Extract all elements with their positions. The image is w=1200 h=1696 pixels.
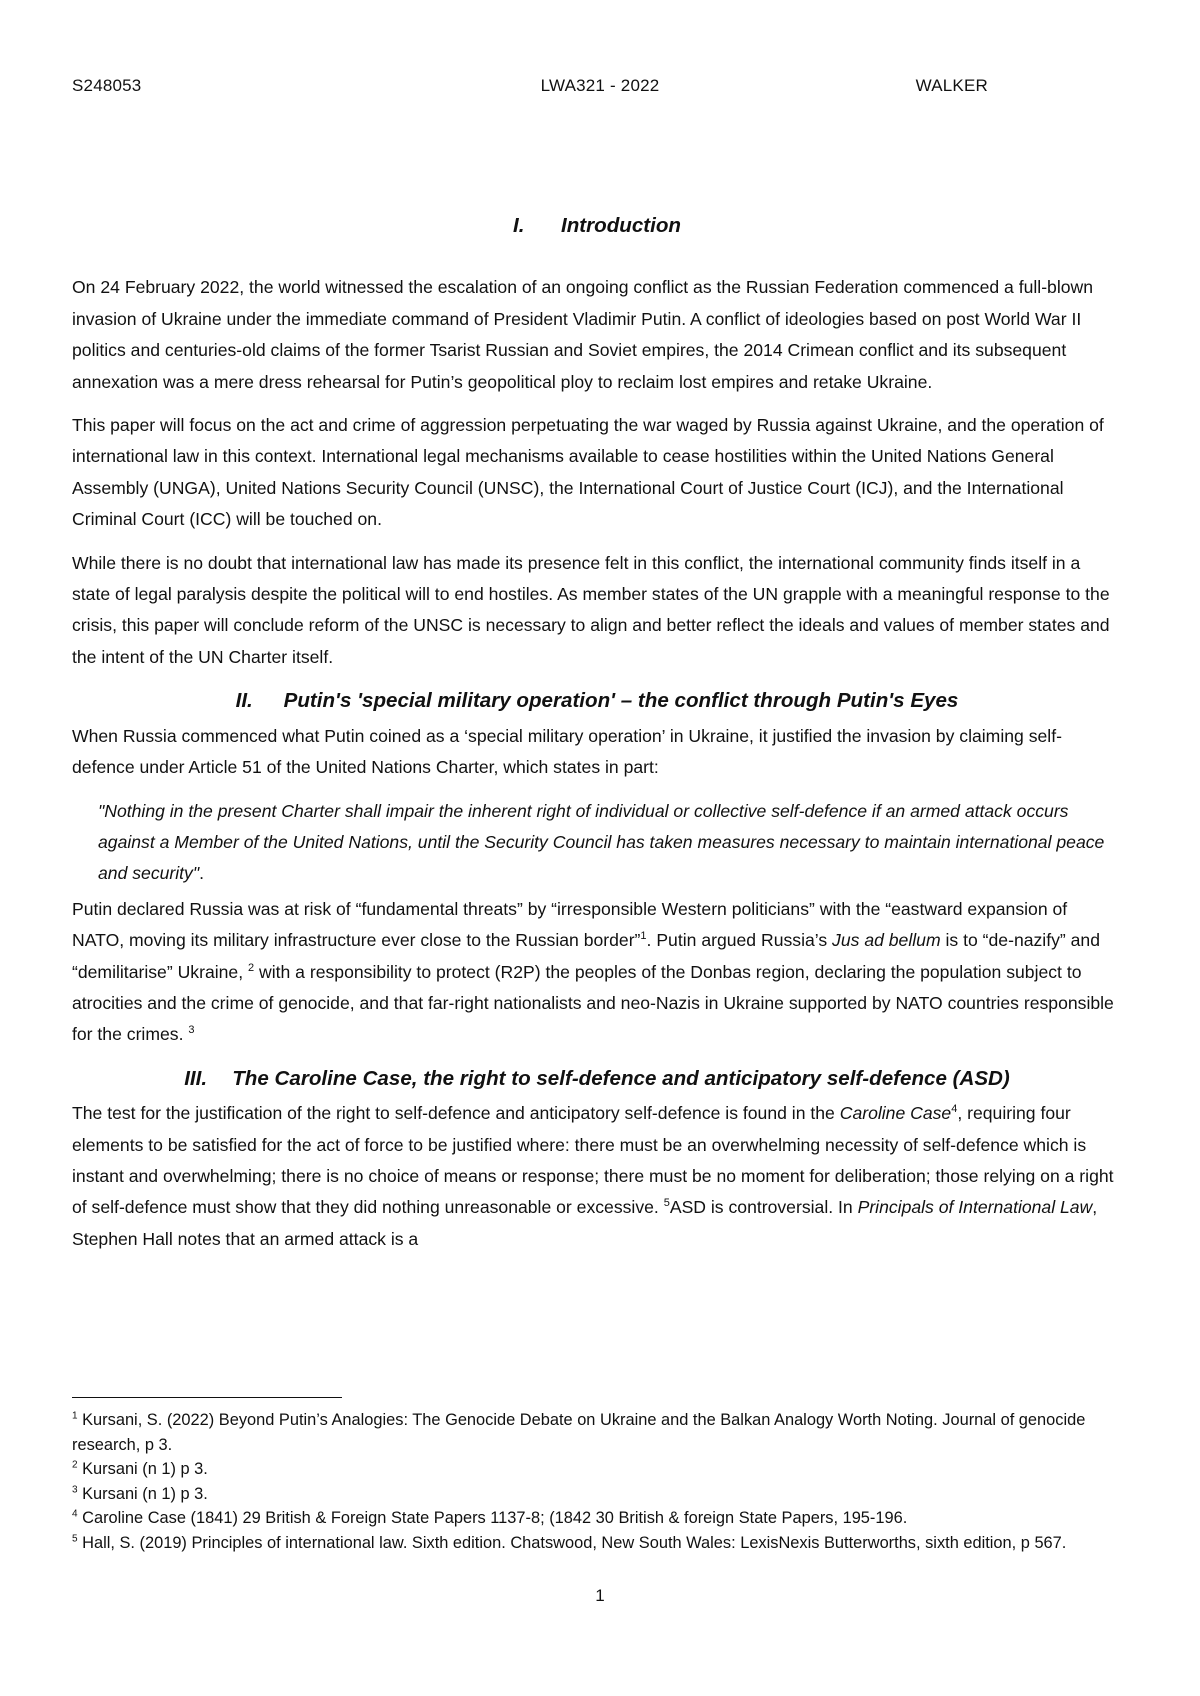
text: Putin declared Russia was at risk of “fundamental threats” by “irresponsible Western politicians” with the “eastward expansion of NATO, moving its military infrastructure ever close to the Russian border”: [72, 898, 1068, 951]
page-number: 1: [595, 1586, 605, 1605]
footnotes: [72, 1408, 1122, 1555]
footnote-text: Hall, S. (2019) Principles of international law. Sixth edition. Chatswood, New South Wales: LexisNexis Butterworths, sixth edition, p 567.: [82, 1533, 1067, 1552]
footnote-number: 2: [72, 1459, 78, 1471]
section-numeral: II.: [235, 689, 253, 713]
text: ASD is controversial. In: [669, 1197, 853, 1218]
paragraph: While there is no doubt that international law has made its presence felt in this conflict, the international community finds itself in a state of legal paralysis despite the political will to end hostiles. As member states of the UN grapple with a meaningful response to the crisis, this paper will conclude reform of the UNSC is necessary to align and better reflect the ideals and values of member states and the intent of the UN Charter itself.: [72, 552, 1110, 667]
paragraph: [72, 894, 1122, 1051]
paragraph: On 24 February 2022, the world witnessed the escalation of an ongoing conflict as the Russian Federation commenced a full-blown invasion of Ukraine under the immediate command of President Vladimir Putin. A conflict of ideologies based on post World War II politics and centuries-old claims of the former Tsarist Russian and Soviet empires, the 2014 Crimean conflict and its subsequent annexation was a mere dress rehearsal for Putin’s geopolitical ploy to reclaim lost empires and retake Ukraine.: [72, 277, 1094, 392]
quote-text: "Nothing in the present Charter shall impair the inherent right of individual or collective self-defence if an armed attack occurs against a Member of the United Nations, until the Security Council has taken measures necessary to maintain international peace and security": [98, 800, 1105, 884]
text: , Stephen Hall notes that an armed attack is a: [72, 1197, 1098, 1249]
footnote-ref[interactable]: 3: [188, 1024, 195, 1037]
footnote-ref[interactable]: 1: [640, 930, 647, 943]
paragraph: When Russia commenced what Putin coined as a ‘special military operation’ in Ukraine, it justified the invasion by claiming self-defence under Article 51 of the United Nations Charter, which states in part:: [72, 725, 1062, 778]
footnote: [72, 1482, 1122, 1507]
text: . Putin argued Russia’s: [646, 930, 828, 951]
section-title: The Caroline Case, the right to self-defence and anticipatory self-defence (ASD): [232, 1066, 1010, 1090]
header-course-code: LWA321 - 2022: [540, 76, 660, 95]
quote-end: .: [199, 863, 204, 884]
block-quote: [98, 796, 1122, 890]
footnote-text: Caroline Case (1841) 29 British & Foreign State Papers 1137-8; (1842 30 British & foreign State Papers, 195-196.: [82, 1509, 908, 1527]
footnote-text: Kursani, S. (2022) Beyond Putin’s Analogies: The Genocide Debate on Ukraine and the Balkan Analogy Worth Noting. Journal of genocide research, p 3.: [72, 1411, 1086, 1454]
footnote: [72, 1457, 1122, 1482]
section-title: Putin's 'special military operation' – the conflict through Putin's Eyes: [283, 689, 959, 713]
header-student-id: S248053: [72, 76, 142, 95]
section-heading-introduction: [72, 210, 1122, 241]
footnote-number: 1: [72, 1410, 78, 1422]
text: with a responsibility to protect (R2P) the peoples of the Donbas region, declaring the population subject to atrocities and the crime of genocide, and that far-right nationalists and neo-Nazis in Ukraine supported by NATO countries responsible for the crimes.: [72, 961, 1114, 1045]
footnote-number: 4: [72, 1508, 78, 1520]
footnote: [72, 1506, 1122, 1531]
footnote-number: 3: [72, 1484, 78, 1496]
text: , requiring four elements to be satisfied for the act of force to be justified where: there must be an overwhelming necessity of self-defence which is instant and overwhelming; there is no choice of means or response; there must be no moment for deliberation; those relying on a right of self-defence must show that they did nothing unreasonable or excessive.: [72, 1103, 1114, 1218]
footnote-ref[interactable]: 2: [247, 961, 255, 974]
section-heading-putin-operation: [72, 685, 1122, 716]
footnote: [72, 1531, 1122, 1556]
italic-term: Principals of International Law: [857, 1197, 1093, 1218]
document-body: [72, 210, 1122, 1267]
footnote-text: Kursani (n 1) p 3.: [82, 1484, 208, 1503]
footnote-text: Kursani (n 1) p 3.: [82, 1460, 208, 1478]
section-heading-caroline-case: [72, 1063, 1122, 1094]
footnote-divider: [72, 1397, 342, 1398]
italic-term: Caroline Case: [839, 1103, 952, 1124]
text: The test for the justification of the right to self-defence and anticipatory self-defence is found in the: [72, 1103, 835, 1124]
footnote-number: 5: [72, 1533, 78, 1545]
paragraph: This paper will focus on the act and crime of aggression perpetuating the war waged by Russia against Ukraine, and the operation of international law in this context. International legal mechanisms available to cease hostilities within the United Nations General Assembly (UNGA), United Nations Security Council (UNSC), the International Court of Justice Court (ICJ), and the International Criminal Court (ICC) will be touched on.: [72, 415, 1104, 530]
footnote: [72, 1408, 1122, 1457]
section-numeral: III.: [184, 1066, 208, 1090]
footnote-ref[interactable]: 4: [951, 1103, 958, 1116]
section-title: Introduction: [560, 214, 681, 237]
header-author: WALKER: [915, 76, 988, 95]
section-numeral: I.: [512, 214, 525, 237]
footnote-ref[interactable]: 5: [663, 1197, 670, 1210]
text: is to “de-nazify” and “demilitarise” Ukraine,: [72, 930, 1101, 982]
paragraph: [72, 1098, 1122, 1255]
italic-term: Jus ad bellum: [832, 930, 941, 951]
